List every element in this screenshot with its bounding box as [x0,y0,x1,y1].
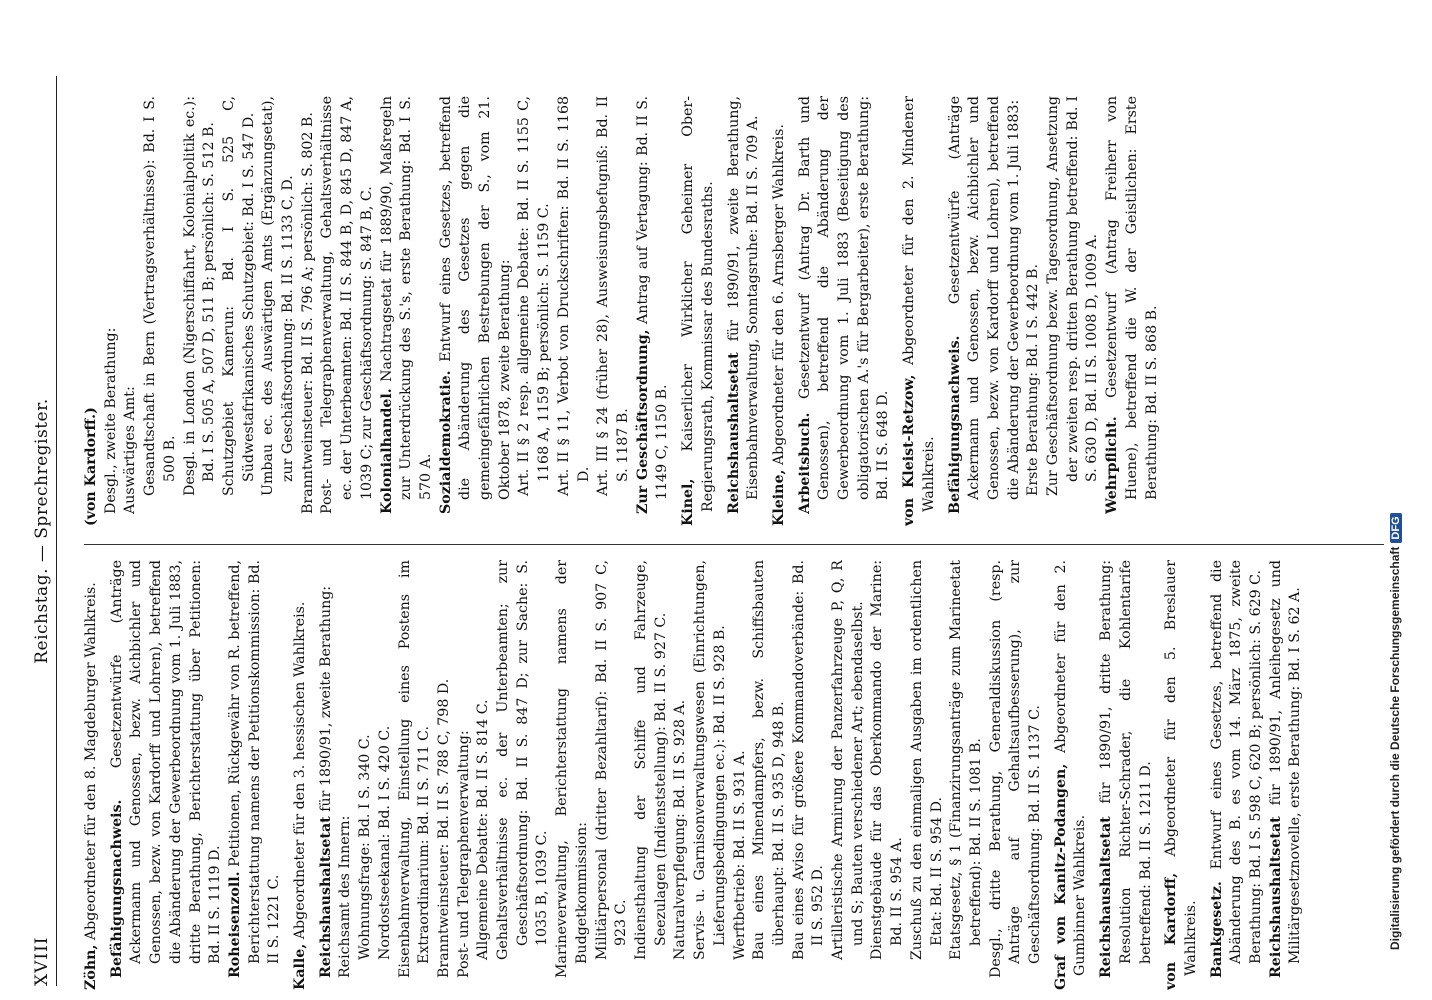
index-line: Art. II § 2 resp. allgemeine Debatte: Bd. II S. 1155 C, 1168 A, 1159 B; persönlich: S. 1159 C. [516,96,553,496]
dfg-logo: DFG [1390,513,1402,542]
topic-name: Kolonialhandel. [378,388,395,514]
topic-text: für 1890/91, dritte Berathung: Resolution Richter-Schrader, die Kohlentarife betreffend: Bd. II S. 1211 D. [1098,560,1154,964]
topic-name: Befähigungsnachweis. [946,335,963,514]
speaker-name: Kleine, [770,469,787,526]
index-line: Nordostseekanal: Bd. I S. 420 C. [376,725,393,960]
topic-name: Zur Geschäftsordnung, [634,329,651,514]
speaker-role: Abgeordneter für den 6. Arnsberger Wahlkreis. [770,124,787,470]
index-line: Branntweinsteuer: Bd. II S. 796 A; persönlich: S. 802 B. [299,112,316,514]
speaker-entry-kanitz [1052,560,1091,990]
topic-entry [378,96,437,526]
index-line: Post- und Telegraphenverwaltung, Gehaltsverhältnisse ec. der Unterbeamten: Bd. II S. 844 B, D, 845 D, 847 A, 1039 C; zur Geschäftsordnung: S. 847 B, C. [319,96,375,514]
index-line: Indiensthaltung der Schiffe und Fahrzeuge, Seezulagen (Indienststellung): Bd. II S. 927 C. [632,560,669,960]
index-line: Militärpersonal (dritter Bezahltarif): Bd. II S. 907 C, 923 C. [593,560,630,960]
index-line: Allgemeine Debatte: Bd. II S. 814 C. [475,699,492,960]
topic-text: Gesetzentwürfe (Anträge Ackermann und Genossen, bezw. Aichbichler und Genossen, bezw. von Kardorff und Lohren), betreffend die Abänderung der Gewerbeordnung vom 1. Juli 1883, dritte Berathung, Berichterstattung über Petitionen: Bd. II S. 1119 D. [108,560,224,964]
speaker-role: Abgeordneter für den 8. Magdeburger Wahlkreis. [83,582,99,945]
topic-name: Arbeitsbuch. [796,412,813,514]
speaker-entry-kleist-retzow [900,96,939,526]
index-line: Branntweinsteuer: Bd. II S. 788 C, 798 D. [435,678,452,978]
topic-name: Wehrpflicht. [1104,416,1121,514]
topic-text: Gesetzentwürfe (Anträge Ackermann und Genossen, bezw. Aichbichler und Genossen, bezw. von Kardorff und Lohren), betreffend die Abänderung der Gewerbeordnung vom 1. Juli 1883: [946,96,1022,500]
topic-text: Gesetzentwurf (Antrag Freiherr von Huene), betreffend die W. der Geistlichen: Erste Berathung: Bd. II S. 868 B. [1104,96,1160,500]
speaker-name: Kinel, [680,478,697,526]
topic-text: Entwurf eines Gesetzes, betreffend die Abänderung des B. es vom 14. März 1875, zweite Berathung: Bd. I S. 598 C, 620 B; persönlich: S. 629 C. [1208,560,1265,964]
index-line: Artilleristische Armirung der Panzerfahrzeuge P, Q, R und S; Bauten verschiedener Art; ebendaselbst. [830,560,866,960]
index-line: Post- und Telegraphenverwaltung: [455,730,472,978]
index-line: Zur Geschäftsordnung bezw. Tagesordnung, Ansetzung der zweiten resp. dritten Berathung betreffend: Bd. I S. 630 D, Bd. II S. 1008 D, 1009 A. [1045,96,1101,496]
topic-entry [946,96,1025,526]
column-divider [84,544,1384,545]
topic-text: für 1890/91, zweite Berathung: [317,585,334,817]
index-line: Naturalverpflegung: Bd. II S. 928 A. [672,699,689,960]
speaker-continuation [82,96,102,526]
index-line: Gesandtschaft in Bern (Vertragsverhältnisse): Bd. I S. 500 B. [142,96,178,496]
speaker-entry-kalle [291,560,311,990]
index-line: Desgl., dritte Berathung, Generaldiskussion (resp. Anträge auf Gehaltsaufbesserung), zur Geschäftsordnung: Bd. II S. 1137 C. [987,560,1044,978]
topic-entry [634,96,673,526]
speaker-name: Kalle, [292,943,309,990]
index-line: Eisenbahnverwaltung, Einstellung eines Postens im Extraordinarium: Bd. II S. 711 C. [396,560,433,978]
index-line: Desgl. in London (Nigerschiffahrt, Kolonialpolitik ec.): Bd. I S. 505 A, 507 D, 511 B; persönlich: S. 512 B. [181,96,218,496]
topic-entry [108,560,226,990]
topic-name: Bankgesetz. [1208,881,1225,978]
index-line: Art. II § 11, Verbot von Druckschriften: Bd. II S. 1168 D. [555,96,592,496]
topic-text: für 1890/91, zweite Berathung, Eisenbahnverwaltung, Sonntagsruhe: Bd. II S. 709 A. [725,96,762,500]
speaker-entry-kardorff [1162,560,1201,990]
speaker-name: Zöhn, [83,944,99,990]
speaker-role: Abgeordneter für den 3. hessischen Wahlkreis. [292,601,309,944]
topic-text: Entwurf eines Gesetzes, betreffend die Abänderung des Gesetzes gegen die gemeingefährlichen Bestrebungen der S., vom 21. Oktober 1878, zweite Berathung: [437,96,513,500]
speaker-role: Abgeordneter für den 2. Gumbinner Wahlkreis. [1052,560,1089,976]
index-line: Reichsamt des Innern: [337,815,354,978]
topic-name: Reichshaushaltsetat [1098,816,1115,978]
topic-entry [1208,560,1267,990]
topic-name: Sozialdemokratie. [437,370,454,514]
topic-text: Petitionen, Rückgewähr von R. betreffend, Berichterstattung namens der Petitionskommission: Bd. II S. 1221 C. [226,560,283,964]
speaker-name: Graf von Kanitz-Podangen, [1052,763,1069,990]
speaker-entry-kinel [679,96,718,526]
topic-name: Roheisenzoll. [226,871,243,978]
topic-entry [226,560,285,990]
index-line: Etatsgesetz, § 1 (Finanzirungsanträge zum Marineetat betreffend): Bd. II S. 1081 B. [948,560,984,960]
digitization-credit [1388,50,1402,950]
index-line: Schutzgebiet Kamerun: Bd. I S. 525 C, Südwestafrikanisches Schutzgebiet: Bd. I S. 547 D. [220,96,257,496]
topic-name: Reichshaushaltsetat [725,352,742,514]
speaker-role: Abgeordneter für den 5. Breslauer Wahlkreis. [1163,560,1199,976]
running-head [30,76,57,986]
index-line: Bau eines Minendampfers, bezw. Schiffsbauten überhaupt: Bd. II S. 935 D, 948 B. [751,560,787,960]
right-column [82,96,1382,526]
speaker-entry-kleine [770,96,790,526]
topic-entry [796,96,895,526]
topic-entry [1097,560,1156,990]
speaker-name: (von Kardorff.) [83,407,99,526]
index-line: Zuschuß zu den einmaligen Ausgaben im ordentlichen Etat: Bd. II S. 954 D. [908,560,945,960]
topic-entry [317,560,337,990]
topic-name: Reichshaushaltsetat [317,816,334,978]
topic-entry [437,96,516,526]
speaker-role: Abgeordneter für den 2. Mindener Wahlkreis. [901,96,937,512]
index-line: Werftbetrieb: Bd. II S. 931 A. [731,750,748,960]
topic-text: für 1890/91, Anleihegesetz und Militärgesetznovelle, erste Berathung: Bd. I S. 62 A. [1267,560,1304,964]
topic-name: Befähigungsnachweis. [108,799,125,978]
speaker-name: von Kleist-Retzow, [901,374,918,526]
header-title: Reichstag. — Sprechregister. [32,398,52,664]
topic-name: Reichshaushaltsetat [1267,816,1284,978]
speaker-entry-zoehn [82,560,102,990]
page-number: XVIII [32,936,52,986]
topic-entry [1103,96,1162,526]
topic-entry [725,96,764,526]
index-line: Umbau ec. des Auswärtigen Amts (Ergänzungsetat), zur Geschäftsordnung: Bd. II S. 1133 C, D. [260,96,297,496]
topic-text: Nachtragsetat für 1889/90, Maßregeln zur Unterdrückung des S.'s, erste Berathung: Bd. I S. 570 A. [378,96,434,500]
index-line: Auswärtiges Amt: [122,386,139,514]
index-line: Gehaltsverhältnisse ec. der Unterbeamten; zur Geschäftsordnung: Bd. II S. 847 D; zur Sache: S. 1035 B, 1039 C. [495,560,551,960]
index-line: Erste Berathung: Bd. I S. 442 B. [1025,264,1042,496]
index-line: Marineverwaltung, Berichterstattung namens der Budgetkommission: [554,560,590,978]
digitization-credit-text: Digitalisierung gefördert durch die Deutsche Forschungsgemeinschaft [1388,546,1402,950]
topic-text: Antrag auf Vertagung: Bd. II S. 1149 C, 1150 B. [634,96,671,500]
left-column [82,560,1382,990]
topic-text: Gesetzentwurf (Antrag Dr. Barth und Genossen), betreffend die Abänderung der Gewerbeordnung vom 1. Juli 1883 (Beseitigung des obligatorischen A.'s für Bergarbeiter), erste Berathung: Bd. II S. 648 D. [796,96,892,500]
index-line: Servis- u. Garnisonverwaltungswesen (Einrichtungen, Lieferungsbedingungen ec.): Bd. II S. 928 B. [692,560,728,960]
index-line: Desgl., zweite Berathung: [102,327,119,514]
speaker-name: von Kardorff, [1163,872,1180,990]
index-line: Bau eines Aviso für größere Kommandoverbände: Bd. II S. 952 D. [790,560,827,960]
speaker-role: Kaiserlicher Wirklicher Geheimer Ober-Regierungsrath, Kommissar des Bundesraths. [680,96,716,512]
index-line: Wohnungsfrage: Bd. I S. 340 C. [357,734,374,960]
index-line: Art. III § 24 (früher 28), Ausweisungsbefugniß: Bd. II S. 1187 B. [595,96,631,496]
topic-entry [1267,560,1306,990]
index-line: Dienstgebäude für das Oberkommando der Marine: Bd. II S. 954 A. [869,560,906,960]
